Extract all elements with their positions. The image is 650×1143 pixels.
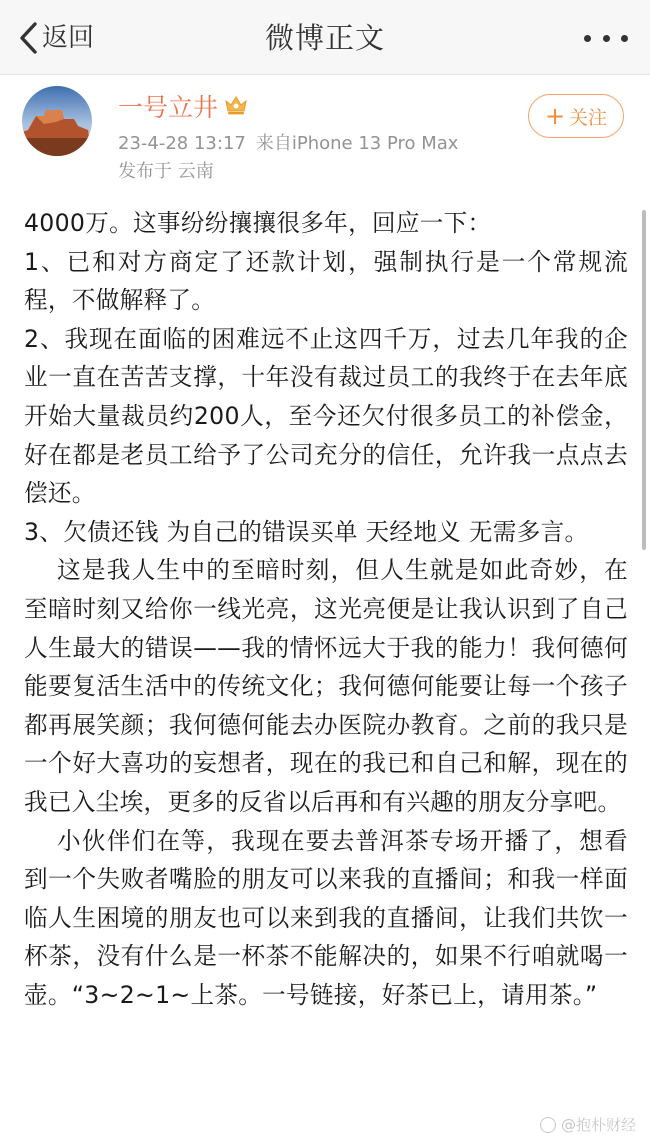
watermark-text: @抱朴财经 [560, 1116, 636, 1134]
more-dots-icon [584, 35, 591, 42]
more-button[interactable] [584, 24, 628, 52]
post-paragraph: 这是我人生中的至暗时刻，但人生就是如此奇妙，在至暗时刻又给你一线光亮，这光亮便是让我认识到了自己人生最大的错误——我的情怀远大于我的能力！我何德何能要复活生活中的传统文化；我何德何能要让每一个孩子都再展笑颜；我何德何能去办医院办教育。之前的我只是一个好大喜功的妄想者，现在的我已和自己和解，现在的我已入尘埃，更多的反省以后再和有兴趣的朋友分享吧。 [24, 556, 628, 816]
plus-icon: + [544, 102, 566, 130]
scrollbar[interactable] [642, 210, 646, 550]
avatar[interactable] [22, 86, 92, 156]
page-title: 微博正文 [264, 21, 385, 55]
watermark [540, 1114, 636, 1135]
nav-bar [0, 0, 650, 75]
author-name-text: 一号立井 [118, 93, 219, 122]
post-meta [118, 132, 458, 156]
post-paragraph: 3、欠债还钱 为自己的错误买单 天经地义 无需多言。 [24, 517, 589, 546]
crown-icon [224, 92, 248, 124]
post-paragraph: 4000万。这事纷纷攘攘很多年，回应一下： [24, 209, 492, 237]
author-header [0, 74, 650, 198]
post-source[interactable]: 来自iPhone 13 Pro Max [255, 133, 459, 154]
post-paragraph: 小伙伴们在等，我现在要去普洱茶专场开播了，想看到一个失败者嘴脸的朋友可以来我的直播间；和我一样面临人生困境的朋友也可以来到我的直播间，让我们共饮一杯茶，没有什么是一杯茶不能解决的，如果不行咱就喝一壶。“3~2~1~上茶。一号链接，好茶已上，请用茶。” [24, 826, 628, 1009]
post-location: 发布于 云南 [118, 161, 214, 182]
post-time: 23-4-28 13:17 [118, 133, 246, 154]
post-paragraph: 2、我现在面临的困难远不止这四千万，过去几年我的企业一直在苦苦支撑，十年没有裁过员工的我终于在去年底开始大量裁员约200人，至今还欠付很多员工的补偿金，好在都是老员工给予了公司充分的信任，允许我一点点去偿还。 [24, 324, 628, 508]
back-label: 返回 [42, 23, 95, 53]
watermark-logo-icon [540, 1117, 556, 1133]
follow-button[interactable] [528, 94, 624, 138]
follow-label: 关注 [569, 106, 608, 129]
author-name[interactable] [118, 92, 248, 124]
post-paragraph: 1、已和对方商定了还款计划，强制执行是一个常规流程，不做解释了。 [24, 247, 628, 315]
post-content [24, 204, 628, 1014]
